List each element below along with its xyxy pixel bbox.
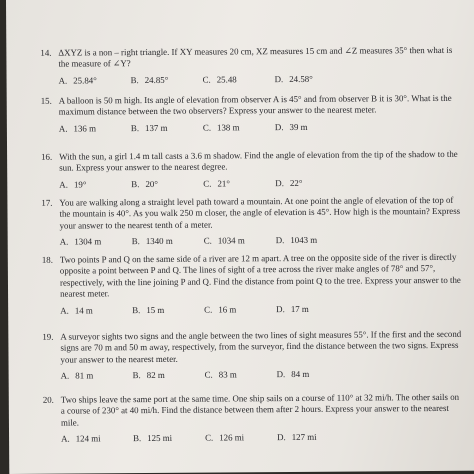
choice-c: C. 138 m (202, 122, 240, 133)
choice-d: D. 1043 m (275, 235, 318, 246)
choice-b: B. 20° (131, 178, 158, 189)
choice-c: C. 21° (203, 178, 230, 189)
question-text: ΔXYZ is a non – right triangle. If XY measures 20 cm, XZ measures 15 cm and ∠Z measures 35° then what is the measure of ∠Y? (58, 44, 453, 70)
choice-c: C. 126 mi (205, 432, 245, 443)
question-number: 20. (42, 394, 54, 405)
question-text: A surveyor sights two signs and the angle between the two lines of sight measures 55°. If the first and the second signs are 70 m and 50 m away, respectively, from the surveyor, find the distance between the two signs. Express your answer to the nearest meter. (60, 328, 462, 365)
choice-d: D. 39 m (274, 121, 308, 132)
question-15 (41, 93, 461, 135)
question-number: 16. (41, 151, 53, 162)
question-text: You are walking along a straight level path toward a mountain. At one point the angle of elevation of the top of the mountain is 40°. As you walk 250 m closer, the angle of elevation is 45°. How high is the mountain? Express your answer to the nearest tenth of a meter. (59, 194, 461, 231)
choice-d: D. 127 mi (277, 432, 317, 443)
choice-a: A. 1304 m (59, 236, 102, 247)
answer-choices (59, 121, 461, 135)
question-number: 15. (40, 95, 52, 106)
answer-choices (61, 368, 463, 382)
choice-a: A. 136 m (58, 123, 97, 134)
choice-c: C. 83 m (204, 369, 237, 380)
worksheet-page (6, 0, 474, 474)
choice-b: B. 1340 m (131, 236, 173, 247)
choice-b: B. 137 m (130, 122, 168, 133)
choice-d: D. 24.58° (274, 73, 313, 84)
question-number: 17. (41, 197, 53, 208)
answer-choices (60, 302, 462, 316)
choice-b: B. 15 m (132, 304, 165, 315)
answer-choices (59, 73, 461, 87)
question-18 (42, 252, 462, 317)
question-20 (43, 392, 463, 446)
choice-d: D. 22° (275, 177, 303, 188)
choice-d: D. 84 m (276, 369, 310, 380)
choice-b: B. 82 m (132, 370, 165, 381)
choice-a: A. 25.84° (58, 75, 97, 86)
question-16 (41, 149, 461, 191)
question-text: A balloon is 50 m high. Its angle of elevation from observer A is 45° and from observer B it is 30°. What is the maximum distance between the two observers? Express your answer to the nearest meter. (58, 92, 452, 118)
question-text: With the sun, a girl 1.4 m tall casts a 3.6 m shadow. Find the angle of elevation from the tip of the shadow to the sun. Express your answer to the nearest degree. (59, 148, 458, 174)
answer-choices (60, 234, 462, 248)
question-number: 18. (41, 254, 53, 265)
answer-choices (59, 177, 461, 191)
question-number: 14. (40, 47, 52, 58)
question-14 (40, 45, 460, 87)
answer-choices (61, 431, 463, 445)
choice-c: C. 1034 m (203, 235, 245, 246)
choice-c: C. 16 m (204, 304, 237, 315)
choice-d: D. 17 m (276, 303, 309, 314)
choice-a: A. 14 m (60, 305, 93, 316)
question-number: 19. (42, 331, 54, 342)
choice-a: A. 124 mi (61, 433, 101, 444)
question-19 (42, 329, 462, 383)
choice-b: B. 125 mi (133, 433, 173, 444)
choice-a: A. 19° (59, 179, 87, 190)
question-17 (41, 195, 461, 249)
choice-c: C. 25.48 (202, 74, 237, 85)
choice-a: A. 81 m (60, 370, 94, 381)
question-text: Two points P and Q on the same side of a river are 12 m apart. A tree on the opposite side of the river is directly opposite a point between P and Q. The lines of sight of a tree across the river make angles of 78° and 57°, respectively, with the line joining P and Q. Find the distance from point Q to the tree. Express your answer to the nearest meter. (59, 251, 461, 299)
question-text: Two ships leave the same port at the same time. One ship sails on a course of 110° at 32 mi/h. The other sails on a course of 230° at 40 mi/h. Find the distance between them after 2 hours. Express your answer to the nearest mile. (60, 391, 460, 428)
choice-b: B. 24.85° (130, 74, 169, 85)
